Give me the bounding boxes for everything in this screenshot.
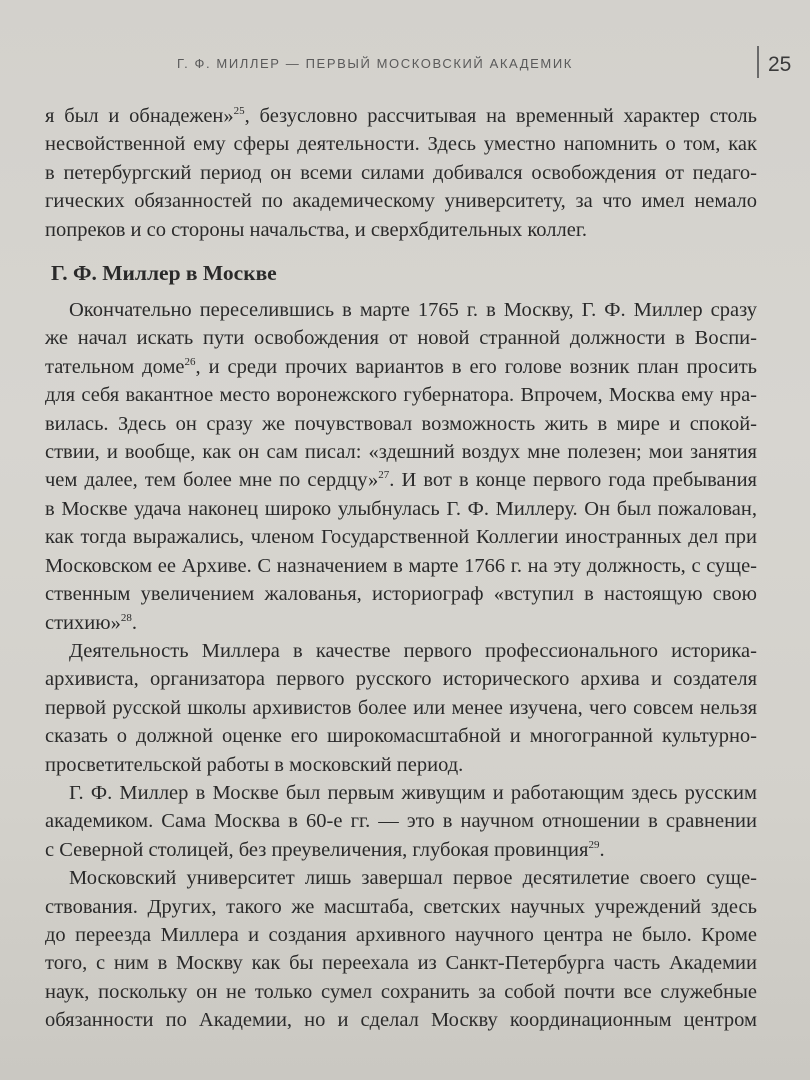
text-run: . И вот в конце первого года пребывания xyxy=(389,469,757,492)
text-run: чем далее, тем более мне по сердцу» xyxy=(45,469,379,492)
footnote-ref: 28 xyxy=(120,611,132,624)
text-line: сказать о должной оценке его широкомасштабной и многогранной культурно- xyxy=(45,725,757,748)
text-line: того, с ним в Москву как бы переехала из Санкт-Петербурга часть Академии xyxy=(45,952,757,975)
text-line: в Москве удача наконец широко улыбнулась Г. Ф. Миллеру. Он был пожалован, xyxy=(45,497,757,520)
page-body xyxy=(45,102,757,1035)
text-line xyxy=(45,102,757,130)
text-run: . xyxy=(131,611,137,634)
text-run: тательном доме xyxy=(45,355,185,378)
paragraph-3 xyxy=(45,779,757,864)
paragraph-1 xyxy=(45,296,757,637)
text-line: архивиста, организатора первого русского исторического архива и создателя xyxy=(45,668,757,691)
text-line xyxy=(45,466,757,494)
text-line: Московский университет лишь завершал первое десятилетие своего суще- xyxy=(69,867,757,890)
text-line: Деятельность Миллера в качестве первого профессионального историка- xyxy=(69,639,757,662)
footnote-ref: 29 xyxy=(588,838,600,851)
text-line: для себя вакантное место воронежского губернатора. Впрочем, Москва ему нра- xyxy=(45,384,757,407)
text-line: гических обязанностей по академическому университету, за что имел немало xyxy=(45,190,757,213)
text-run: , и среди прочих вариантов в его голове возник план просить xyxy=(195,355,757,378)
running-head: Г. Ф. МИЛЛЕР — ПЕРВЫЙ МОСКОВСКИЙ АКАДЕМИК xyxy=(177,56,573,71)
paragraph-4 xyxy=(45,864,757,1034)
text-line: в петербургский период он всеми силами добивался освобождения от педаго- xyxy=(45,161,757,184)
text-line: Московском ее Архиве. С назначением в марте 1766 г. на эту должность, с суще- xyxy=(45,554,757,577)
text-run: . xyxy=(599,838,605,861)
text-line: первой русской школы архивистов более или менее изучена, чего совсем нельзя xyxy=(45,696,757,719)
text-line: Г. Ф. Миллер в Москве был первым живущим и работающим здесь русским xyxy=(69,781,757,804)
paragraph-intro xyxy=(45,102,757,244)
text-line xyxy=(45,353,757,381)
text-line: же начал искать пути освобождения от новой странной должности в Воспи- xyxy=(45,327,757,350)
header-divider xyxy=(757,46,759,78)
text-line xyxy=(45,609,757,637)
text-line: обязанности по Академии, но и сделал Москву координационным центром xyxy=(45,1009,757,1032)
text-line: ствии, и вообще, как он сам писал: «здешний воздух мне полезен; мои занятия xyxy=(45,441,757,464)
footnote-ref: 26 xyxy=(184,356,196,369)
text-line: несвойственной ему сферы деятельности. Здесь уместно напомнить о том, как xyxy=(45,133,757,156)
footnote-ref: 27 xyxy=(378,469,390,482)
text-line: вилась. Здесь он сразу же почувствовал возможность жить в мире и спокой- xyxy=(45,412,757,435)
text-line: академиком. Сама Москва в 60-е гг. — это в научном отношении в сравнении xyxy=(45,810,757,833)
text-line: ствования. Других, такого же масштаба, светских научных учреждений здесь xyxy=(45,895,757,918)
text-line xyxy=(45,836,757,864)
text-line: ственным увеличением жалованья, историограф «вступил в настоящую свою xyxy=(45,583,757,606)
footnote-ref: 25 xyxy=(233,105,245,118)
text-run: стихию» xyxy=(45,611,121,634)
page-number: 25 xyxy=(768,53,792,76)
text-run: , безусловно рассчитывая на временный характер столь xyxy=(244,105,757,127)
text-line: просветительской работы в московский период. xyxy=(45,753,464,776)
text-run: с Северной столицей, без преувеличения, глубокая провинция xyxy=(45,838,589,861)
text-line: до переезда Миллера и создания архивного научного центра не было. Кроме xyxy=(45,923,757,946)
paragraph-2 xyxy=(45,637,757,779)
text-line: попреков и со стороны начальства, и сверхбдительных коллег. xyxy=(45,218,588,241)
text-line: как тогда выражались, членом Государственной Коллегии иностранных дел при xyxy=(45,526,757,549)
text-run: я был и обнадежен» xyxy=(45,105,234,127)
section-heading: Г. Ф. Миллер в Москве xyxy=(51,261,277,286)
text-line: наук, поскольку он не только сумел сохранить за собой почти все служебные xyxy=(45,980,757,1003)
text-line: Окончательно переселившись в марте 1765 г. в Москву, Г. Ф. Миллер сразу xyxy=(69,299,757,322)
